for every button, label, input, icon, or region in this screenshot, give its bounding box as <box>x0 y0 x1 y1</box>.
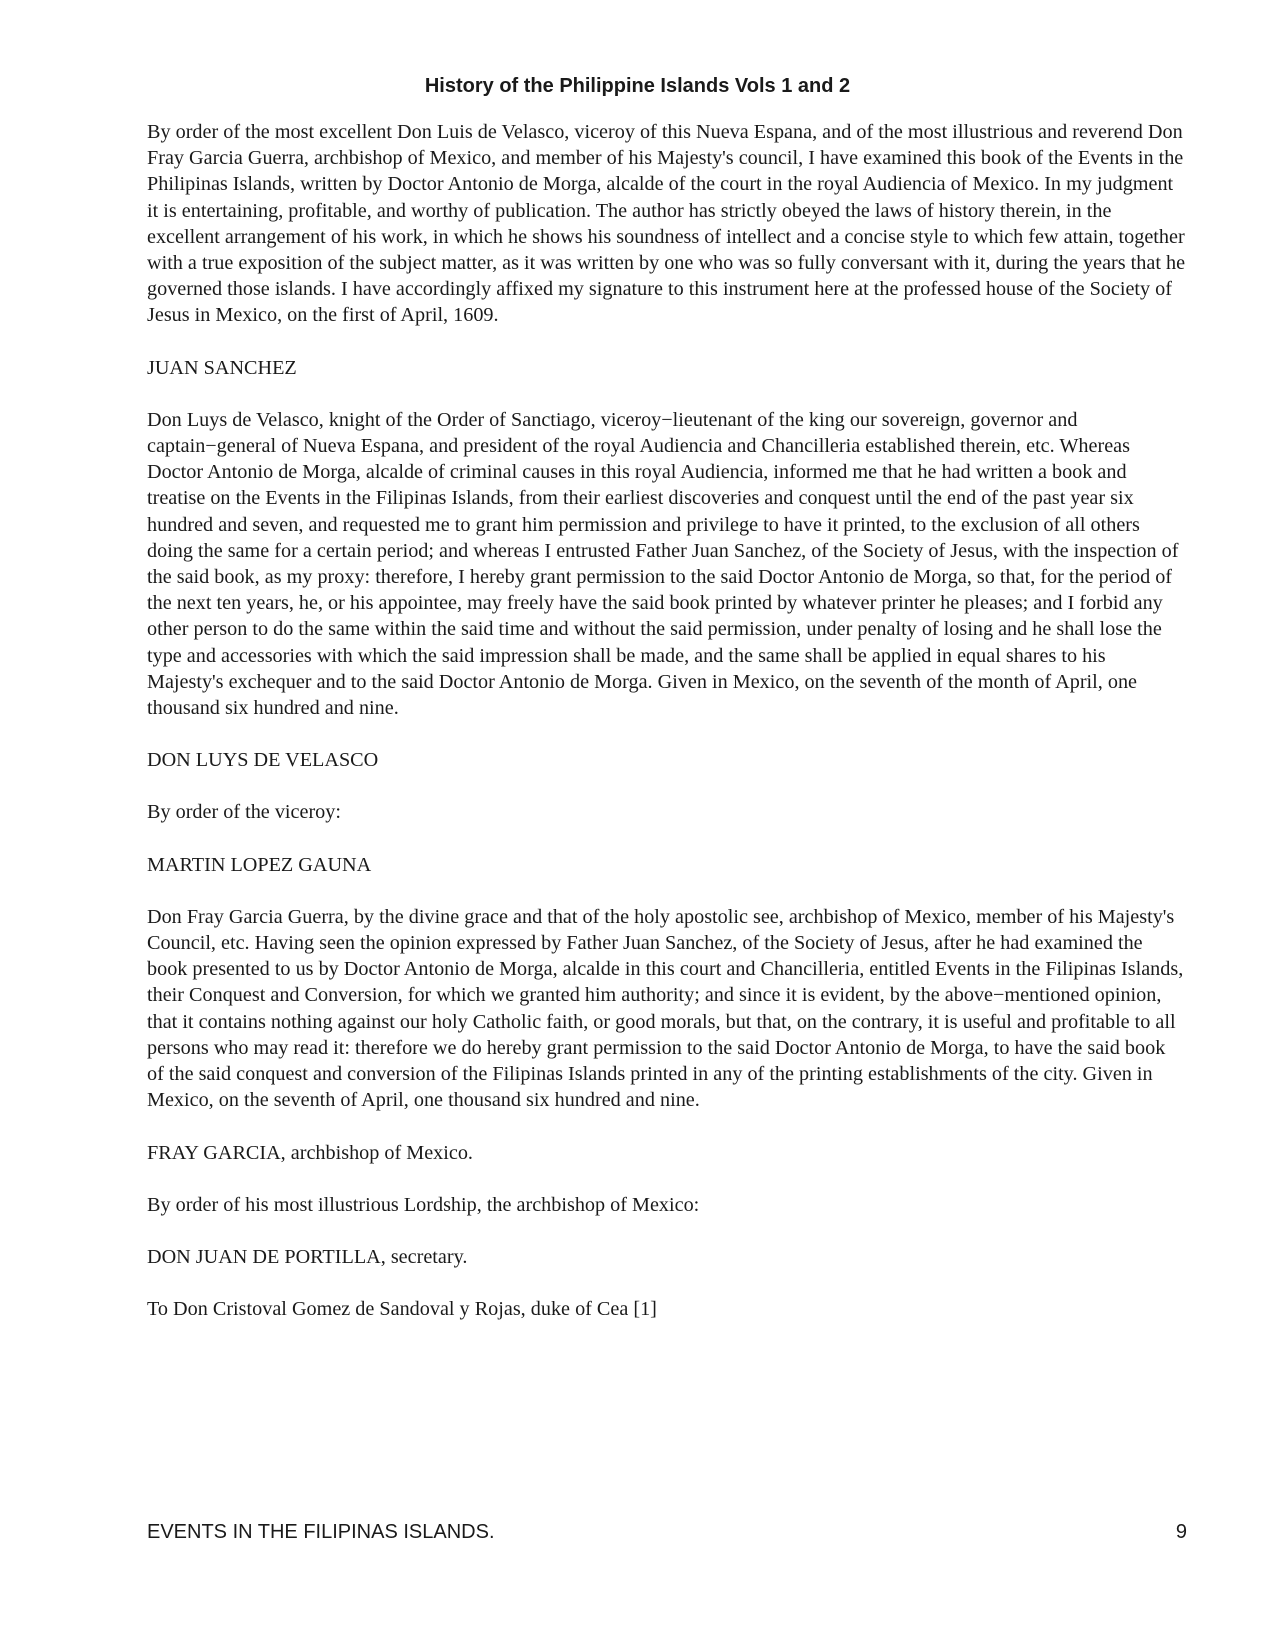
censor-approval-paragraph: By order of the most excellent Don Luis de Velasco, viceroy of this Nueva Espana, and of the most illustrious and reverend Don Fray Garcia Guerra, archbishop of Mexico, and member of his Majesty's council, I have examined this book of the Events in the Philipinas Islands, written by Doctor Antonio de Morga, alcalde of the court in the royal Audiencia of Mexico. In my judgment it is entertaining, profitable, and worthy of publication. The author has strictly obeyed the laws of history therein, in the excellent arrangement of his work, in which he shows his soundness of intellect and a concise style to which few attain, together with a true exposition of the subject matter, as it was written by one who was so fully conversant with it, during the years that he governed those islands. I have accordingly affixed my signature to this instrument here at the professed house of the Society of Jesus in Mexico, on the first of April, 1609. <box>147 121 1186 327</box>
signature-don-luys-de-velasco: DON LUYS DE VELASCO <box>147 749 379 772</box>
by-order-of-archbishop: By order of his most illustrious Lordship, the archbishop of Mexico: <box>147 1193 700 1216</box>
viceroy-license-paragraph: Don Luys de Velasco, knight of the Order of Sanctiago, viceroy−lieutenant of the king our sovereign, governor and captain−general of Nueva Espana, and president of the royal Audiencia and Chancilleria established therein, etc. Whereas Doctor Antonio de Morga, alcalde of criminal causes in this royal Audiencia, informed me that he had written a book and treatise on the Events in the Filipinas Islands, from their earliest discoveries and conquest until the end of the past year six hundred and seven, and requested me to grant him permission and privilege to have it printed, to the exclusion of all others doing the same for a certain period; and whereas I entrusted Father Juan Sanchez, of the Society of Jesus, with the inspection of the said book, as my proxy: therefore, I hereby grant permission to the said Doctor Antonio de Morga, so that, for the period of the next ten years, he, or his appointee, may freely have the said book printed by whatever printer he pleases; and I forbid any other person to do the same within the said time and without the said permission, under penalty of losing and he shall lose the type and accessories with which the said impression shall be made, and the same shall be applied in equal shares to his Majesty's exchequer and to the said Doctor Antonio de Morga. Given in Mexico, on the seventh of the month of April, one thousand six hundred and nine. <box>147 408 1179 720</box>
archbishop-license-paragraph: Don Fray Garcia Guerra, by the divine grace and that of the holy apostolic see, archbishop of Mexico, member of his Majesty's Council, etc. Having seen the opinion expressed by Father Juan Sanchez, of the Society of Jesus, after he had examined the book presented to us by Doctor Antonio de Morga, alcalde in this court and Chancilleria, entitled Events in the Filipinas Islands, their Conquest and Conversion, for which we granted him authority; and since it is evident, by the above−mentioned opinion, that it contains nothing against our holy Catholic faith, or good morals, but that, on the contrary, it is useful and profitable to all persons who may read it: therefore we do hereby grant permission to the said Doctor Antonio de Morga, to have the said book of the said conquest and conversion of the Filipinas Islands printed in any of the printing establishments of the city. Given in Mexico, on the seventh of April, one thousand six hundred and nine. <box>147 905 1184 1112</box>
dedication-line: To Don Cristoval Gomez de Sandoval y Rojas, duke of Cea [1] <box>147 1298 657 1321</box>
running-header: History of the Philippine Islands Vols 1 and 2 <box>424 75 851 97</box>
signature-martin-lopez-gauna: MARTIN LOPEZ GAUNA <box>147 853 372 876</box>
page-number: 9 <box>1175 1521 1187 1543</box>
signature-fray-garcia: FRAY GARCIA, archbishop of Mexico. <box>147 1141 473 1164</box>
by-order-of-viceroy: By order of the viceroy: <box>147 801 341 824</box>
footer-section-title: EVENTS IN THE FILIPINAS ISLANDS. <box>147 1521 495 1543</box>
signature-don-juan-de-portilla: DON JUAN DE PORTILLA, secretary. <box>147 1245 468 1268</box>
signature-juan-sanchez: JUAN SANCHEZ <box>147 356 297 379</box>
page-body <box>147 119 1187 1348</box>
